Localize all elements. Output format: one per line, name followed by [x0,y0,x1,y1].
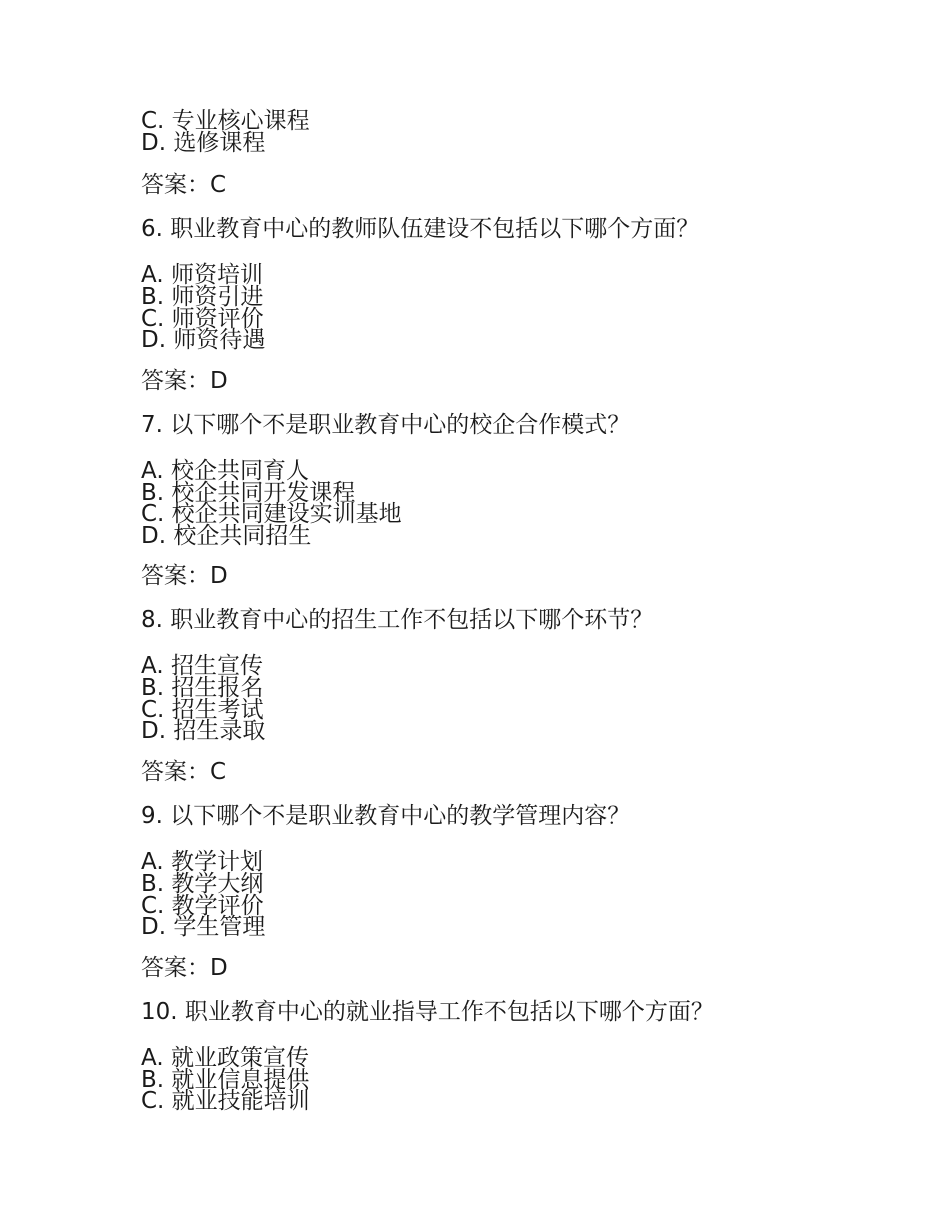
answer-line: 答案：C [141,172,227,198]
option-line: C. 校企共同建设实训基地 [141,501,402,527]
option-line: B. 校企共同开发课程 [141,480,356,506]
question-text: 6. 职业教育中心的教师队伍建设不包括以下哪个方面？ [141,216,700,242]
option-line: A. 校企共同育人 [141,458,309,484]
answer-line: 答案：D [141,368,228,394]
option-line: C. 就业技能培训 [141,1088,310,1114]
option-line: B. 招生报名 [141,675,264,701]
option-line: B. 就业信息提供 [141,1067,310,1093]
question-text: 8. 职业教育中心的招生工作不包括以下哪个环节？ [141,607,654,633]
question-text: 7. 以下哪个不是职业教育中心的校企合作模式？ [141,412,631,438]
option-line: C. 招生考试 [141,697,264,723]
option-line: A. 就业政策宣传 [141,1045,309,1071]
option-line: A. 师资培训 [141,262,263,288]
answer-line: 答案：D [141,563,228,589]
option-line: D. 师资待遇 [141,327,266,353]
option-line: A. 教学计划 [141,849,263,875]
option-line: C. 师资评价 [141,306,264,332]
answer-line: 答案：D [141,955,228,981]
option-line: D. 学生管理 [141,914,266,940]
question-text: 10. 职业教育中心的就业指导工作不包括以下哪个方面？ [141,999,714,1025]
option-line: B. 师资引进 [141,284,264,310]
option-line: C. 教学评价 [141,893,264,919]
option-line: C. 专业核心课程 [141,108,310,134]
answer-line: 答案：C [141,759,227,785]
option-line: D. 招生录取 [141,718,266,744]
option-line: D. 校企共同招生 [141,523,312,549]
option-line: D. 选修课程 [141,130,266,156]
option-line: A. 招生宣传 [141,653,263,679]
question-text: 9. 以下哪个不是职业教育中心的教学管理内容？ [141,803,631,829]
option-line: B. 教学大纲 [141,871,264,897]
